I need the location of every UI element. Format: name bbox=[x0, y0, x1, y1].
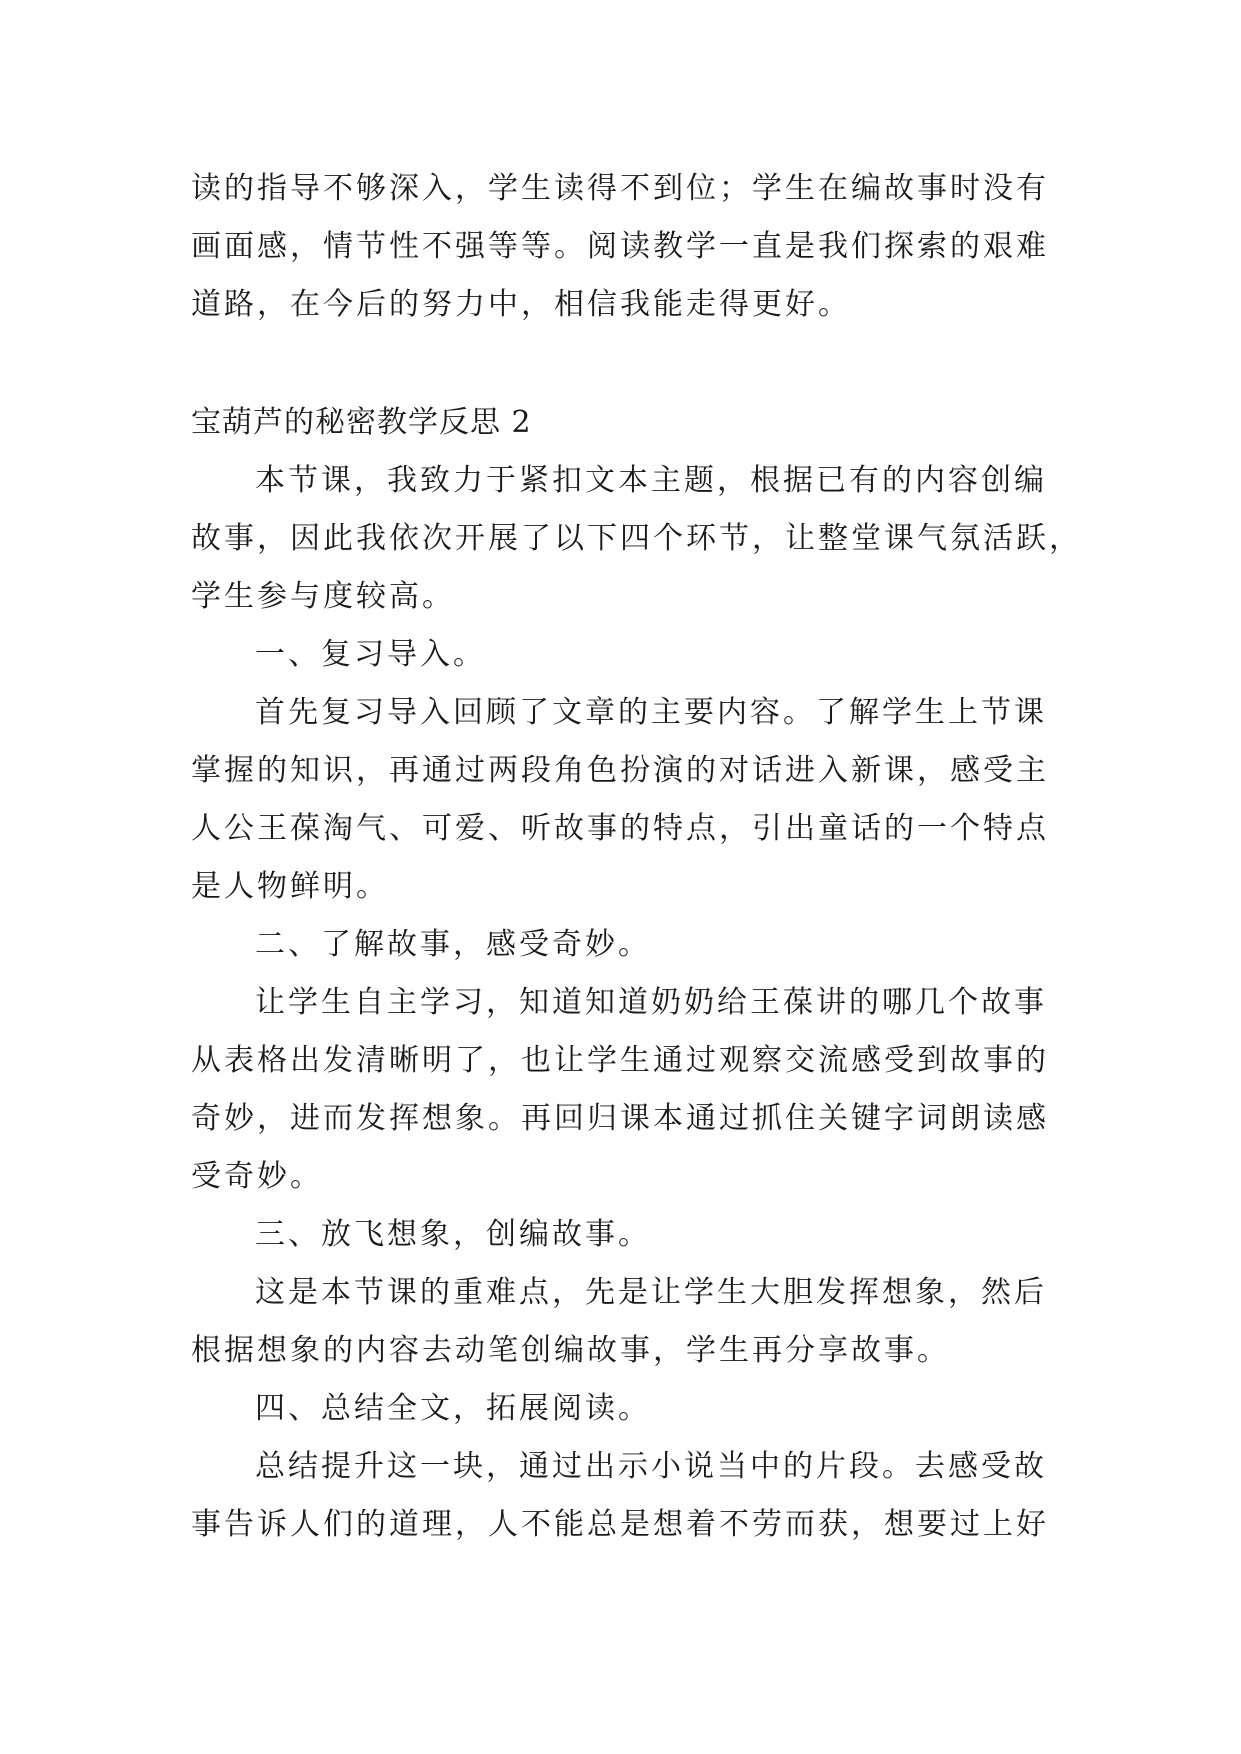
paragraph-line: 根据想象的内容去动笔创编故事，学生再分享故事。 bbox=[191, 1333, 950, 1368]
paragraph-line: 奇妙，进而发挥想象。再回归课本通过抓住关键字词朗读感 bbox=[191, 1101, 1049, 1136]
step-heading-4: 四、总结全文，拓展阅读。 bbox=[255, 1391, 651, 1426]
step-heading-3: 三、放飞想象，创编故事。 bbox=[255, 1217, 651, 1252]
text-line: 画面感，情节性不强等等。阅读教学一直是我们探索的艰难 bbox=[191, 229, 1049, 264]
paragraph-line: 事告诉人们的道理，人不能总是想着不劳而获，想要过上好 bbox=[191, 1507, 1049, 1542]
paragraph-line: 受奇妙。 bbox=[191, 1159, 323, 1194]
paragraph-line: 让学生自主学习，知道知道奶奶给王葆讲的哪几个故事 bbox=[255, 985, 1047, 1020]
paragraph-line: 从表格出发清晰明了，也让学生通过观察交流感受到故事的 bbox=[191, 1043, 1049, 1078]
paragraph-line: 本节课，我致力于紧扣文本主题，根据已有的内容创编 bbox=[255, 463, 1047, 498]
paragraph-line: 故事，因此我依次开展了以下四个环节，让整堂课气氛活跃， bbox=[191, 521, 1082, 556]
paragraph-line: 人公王葆淘气、可爱、听故事的特点，引出童话的一个特点 bbox=[191, 811, 1049, 846]
step-heading-1: 一、复习导入。 bbox=[255, 637, 486, 672]
text-line: 道路，在今后的努力中，相信我能走得更好。 bbox=[191, 287, 851, 322]
paragraph-line: 总结提升这一块，通过出示小说当中的片段。去感受故 bbox=[255, 1449, 1047, 1484]
text-line: 读的指导不够深入，学生读得不到位；学生在编故事时没有 bbox=[191, 171, 1049, 206]
paragraph-line: 掌握的知识，再通过两段角色扮演的对话进入新课，感受主 bbox=[191, 753, 1049, 788]
section-2 bbox=[191, 394, 1082, 1554]
intro-paragraph bbox=[191, 160, 1061, 334]
paragraph-line: 是人物鲜明。 bbox=[191, 869, 389, 904]
paragraph-line: 学生参与度较高。 bbox=[191, 579, 455, 614]
section-title: 宝葫芦的秘密教学反思 2 bbox=[191, 405, 532, 440]
paragraph-line: 首先复习导入回顾了文章的主要内容。了解学生上节课 bbox=[255, 695, 1047, 730]
step-heading-2: 二、了解故事，感受奇妙。 bbox=[255, 927, 651, 962]
paragraph-line: 这是本节课的重难点，先是让学生大胆发挥想象，然后 bbox=[255, 1275, 1047, 1310]
